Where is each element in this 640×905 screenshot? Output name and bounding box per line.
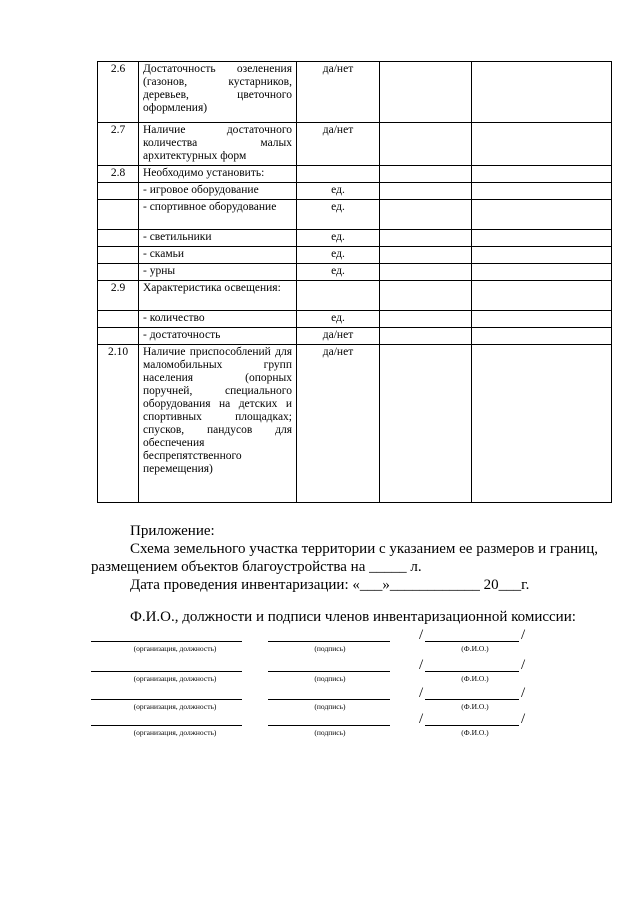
- row-value-cell: [380, 62, 472, 123]
- caption-signature: (подпись): [314, 702, 346, 711]
- signature-line: [268, 699, 390, 700]
- row-description: Наличие достаточного количества малых архитектурных форм: [139, 123, 297, 166]
- row-number: [98, 230, 139, 247]
- row-value-cell: [380, 328, 472, 345]
- table-row: [98, 264, 612, 281]
- row-number: 2.9: [98, 281, 139, 311]
- caption-fio: (Ф.И.О.): [461, 728, 489, 737]
- row-note-cell: [472, 345, 612, 503]
- org-position-line: [91, 699, 242, 700]
- signature-line: [268, 725, 390, 726]
- row-number: [98, 328, 139, 345]
- org-position-line: [91, 641, 242, 642]
- row-number: 2.8: [98, 166, 139, 183]
- table-row: [98, 328, 612, 345]
- row-note-cell: [472, 230, 612, 247]
- row-note-cell: [472, 328, 612, 345]
- row-value-cell: [380, 264, 472, 281]
- row-value-cell: [380, 345, 472, 503]
- row-value-cell: [380, 166, 472, 183]
- row-number: 2.7: [98, 123, 139, 166]
- row-number: [98, 247, 139, 264]
- row-unit: ед.: [297, 200, 380, 230]
- row-note-cell: [472, 183, 612, 200]
- row-value-cell: [380, 281, 472, 311]
- fio-line: [425, 671, 519, 672]
- row-note-cell: [472, 281, 612, 311]
- row-note-cell: [472, 166, 612, 183]
- table-row: [98, 311, 612, 328]
- org-position-line: [91, 671, 242, 672]
- row-unit: ед.: [297, 247, 380, 264]
- caption-org-position: (организация, должность): [133, 644, 217, 653]
- table-row: [98, 123, 612, 166]
- signature-line: [268, 671, 390, 672]
- row-unit: да/нет: [297, 123, 380, 166]
- row-unit: да/нет: [297, 62, 380, 123]
- signature-line: [268, 641, 390, 642]
- fio-slash-close: /: [521, 685, 526, 701]
- row-unit: ед.: [297, 183, 380, 200]
- row-unit: [297, 166, 380, 183]
- fio-slash-open: /: [419, 711, 424, 727]
- table-row: [98, 200, 612, 230]
- row-description: - достаточность: [139, 328, 297, 345]
- row-note-cell: [472, 247, 612, 264]
- row-unit: ед.: [297, 230, 380, 247]
- table-row: [98, 247, 612, 264]
- row-description: Необходимо установить:: [139, 166, 297, 183]
- row-number: [98, 183, 139, 200]
- caption-org-position: (организация, должность): [133, 674, 217, 683]
- table-row: [98, 62, 612, 123]
- row-description: Наличие приспособлений для маломобильных групп населения (опорных поручней, специального оборудования на детских и спортивных площадках; спусков, пандусов для обеспечения беспрепятственного перемещения): [139, 345, 297, 503]
- row-note-cell: [472, 264, 612, 281]
- row-value-cell: [380, 183, 472, 200]
- caption-signature: (подпись): [314, 644, 346, 653]
- row-description: Достаточность озеленения (газонов, кустарников, деревьев, цветочного оформления): [139, 62, 297, 123]
- fio-slash-open: /: [419, 685, 424, 701]
- commission-title: Ф.И.О., должности и подписи членов инвентаризационной комиссии:: [130, 609, 576, 625]
- table-row: [98, 230, 612, 247]
- row-unit: да/нет: [297, 345, 380, 503]
- row-description: - светильники: [139, 230, 297, 247]
- row-value-cell: [380, 123, 472, 166]
- fio-slash-open: /: [419, 627, 424, 643]
- fio-line: [425, 699, 519, 700]
- row-description: - спортивное оборудование: [139, 200, 297, 230]
- appendix-scheme-line2: размещением объектов благоустройства на _____ л.: [91, 559, 422, 575]
- table-row: [98, 281, 612, 311]
- caption-fio: (Ф.И.О.): [461, 674, 489, 683]
- row-value-cell: [380, 200, 472, 230]
- row-number: [98, 264, 139, 281]
- table-row: [98, 345, 612, 503]
- row-number: 2.6: [98, 62, 139, 123]
- row-note-cell: [472, 123, 612, 166]
- caption-signature: (подпись): [314, 674, 346, 683]
- row-unit: [297, 281, 380, 311]
- row-value-cell: [380, 247, 472, 264]
- appendix-scheme-line1: Схема земельного участка территории с указанием ее размеров и границ,: [130, 541, 598, 557]
- caption-fio: (Ф.И.О.): [461, 644, 489, 653]
- table-row: [98, 183, 612, 200]
- caption-org-position: (организация, должность): [133, 702, 217, 711]
- org-position-line: [91, 725, 242, 726]
- caption-org-position: (организация, должность): [133, 728, 217, 737]
- fio-line: [425, 641, 519, 642]
- caption-signature: (подпись): [314, 728, 346, 737]
- appendix-title: Приложение:: [130, 523, 215, 539]
- caption-fio: (Ф.И.О.): [461, 702, 489, 711]
- row-description: - урны: [139, 264, 297, 281]
- row-number: [98, 200, 139, 230]
- row-description: Характеристика освещения:: [139, 281, 297, 311]
- row-description: - скамьи: [139, 247, 297, 264]
- row-description: - игровое оборудование: [139, 183, 297, 200]
- fio-slash-close: /: [521, 657, 526, 673]
- row-number: [98, 311, 139, 328]
- row-unit: ед.: [297, 264, 380, 281]
- fio-slash-open: /: [419, 657, 424, 673]
- row-number: 2.10: [98, 345, 139, 503]
- table-row: [98, 166, 612, 183]
- row-unit: ед.: [297, 311, 380, 328]
- inventory-date-line: Дата проведения инвентаризации: «___»____________ 20___г.: [130, 577, 530, 593]
- row-note-cell: [472, 200, 612, 230]
- row-value-cell: [380, 311, 472, 328]
- fio-slash-close: /: [521, 627, 526, 643]
- row-note-cell: [472, 62, 612, 123]
- inventory-table: [97, 61, 612, 503]
- row-unit: да/нет: [297, 328, 380, 345]
- appendix-block: [91, 522, 616, 594]
- row-note-cell: [472, 311, 612, 328]
- row-description: - количество: [139, 311, 297, 328]
- fio-line: [425, 725, 519, 726]
- row-value-cell: [380, 230, 472, 247]
- fio-slash-close: /: [521, 711, 526, 727]
